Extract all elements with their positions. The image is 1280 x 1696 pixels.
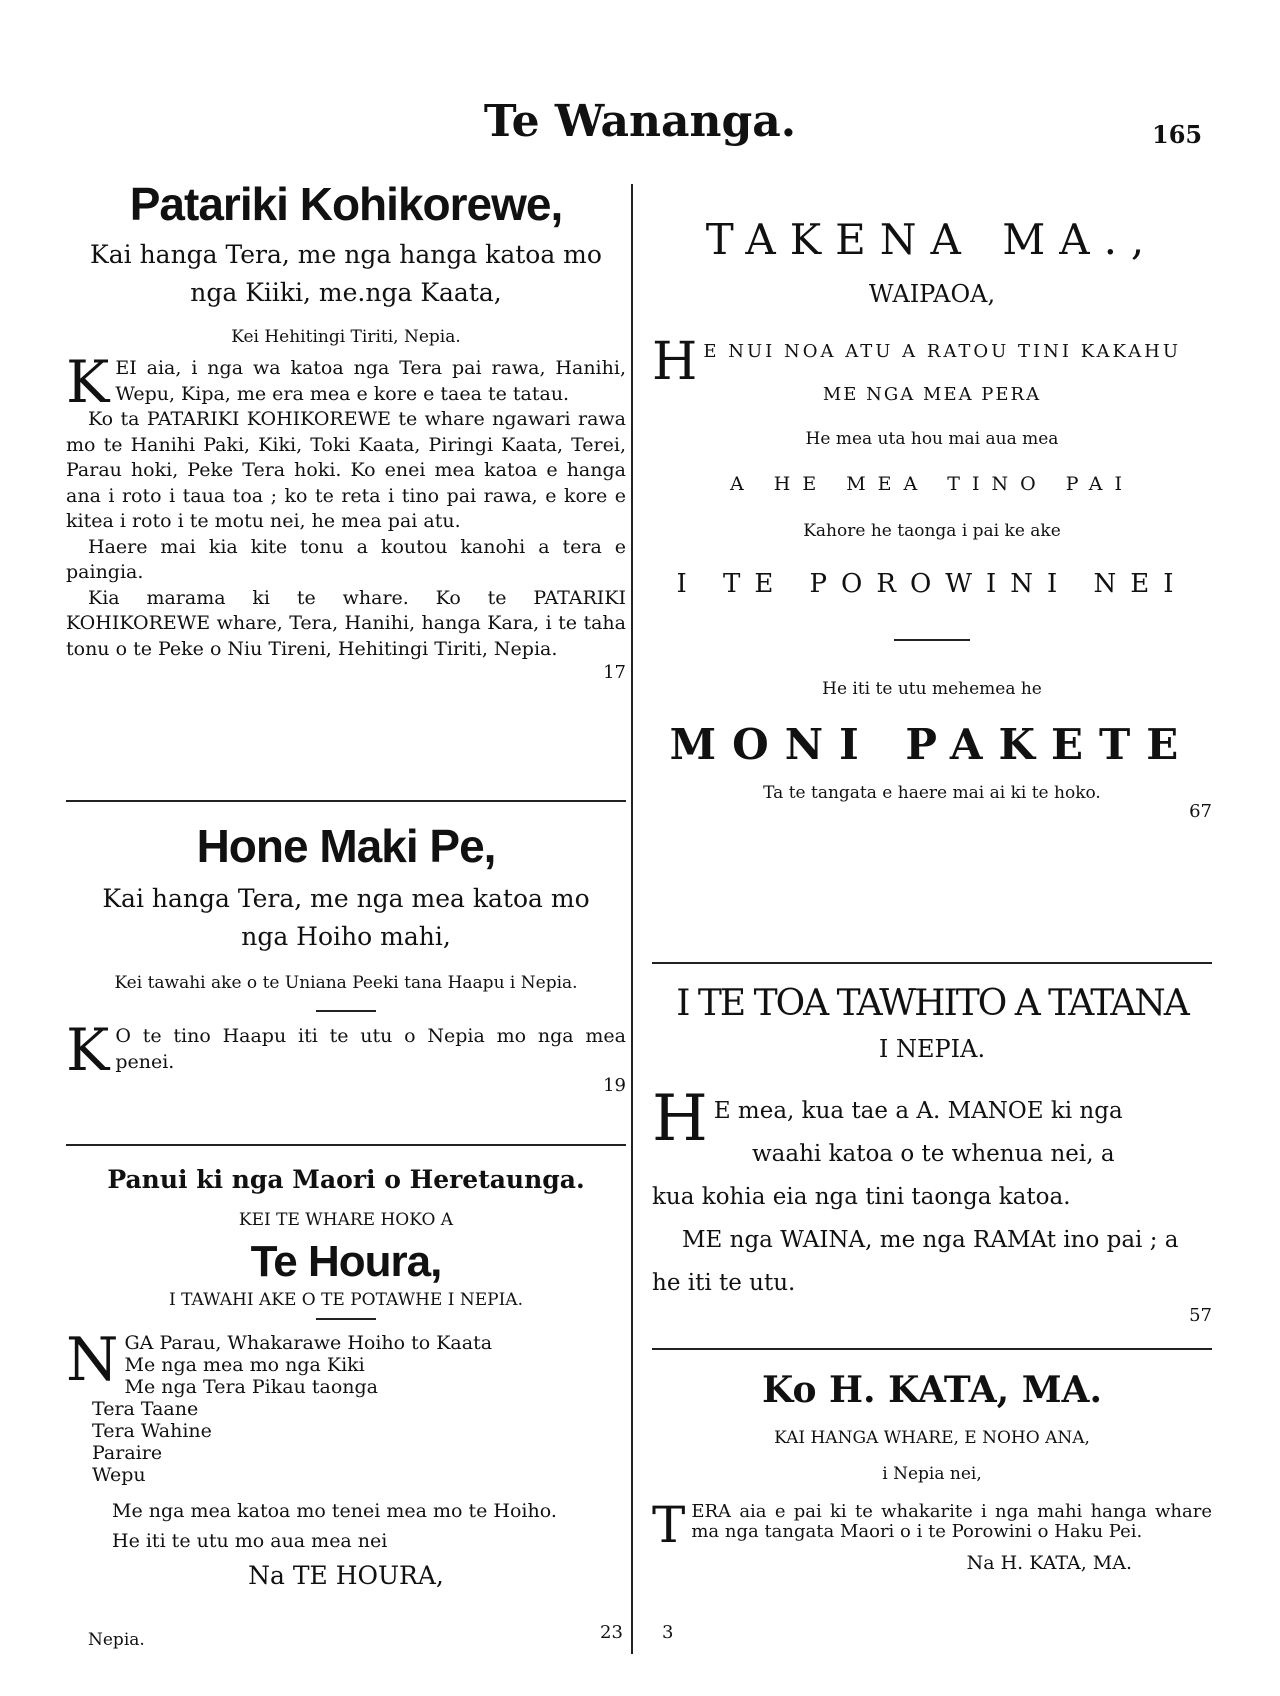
- advert-kata: [652, 1366, 1212, 1574]
- paragraph: EI aia, i nga wa katoa nga Tera pai rawa, Hanihi, Wepu, Kipa, me era mea e kore e taea te tatau.: [115, 357, 626, 405]
- list-item: Tera Wahine: [92, 1420, 212, 1442]
- advert-line: I TAWAHI AKE O TE POTAWHE I NEPIA.: [169, 1290, 523, 1310]
- paragraph-line: waahi katoa o te whenua nei, a: [752, 1141, 1115, 1167]
- advert-signature: Na TE HOURA,: [248, 1561, 444, 1590]
- advert-heading: Patariki Kohikorewe,: [129, 178, 563, 230]
- short-divider: [316, 1318, 376, 1320]
- advert-reference: 3: [662, 1622, 674, 1643]
- advert-place: Nepia.: [88, 1630, 145, 1650]
- advert-body: [66, 1016, 626, 1084]
- advert-line: Ta te tangata e haere mai ai ki te hoko.: [763, 783, 1101, 803]
- advert-line: Kahore he taonga i pai ke ake: [803, 521, 1061, 541]
- short-divider: [894, 639, 970, 641]
- advert-reference: 23: [600, 1622, 623, 1643]
- advert-line: I TE POROWINI NEI: [676, 569, 1188, 599]
- advert-heading: TAKENA MA.,: [705, 215, 1159, 264]
- paragraph: Haere mai kia kite tonu a koutou kanohi a tera e paingia.: [66, 535, 626, 583]
- advert-body: [652, 332, 1212, 392]
- advert-place: WAIPAOA,: [868, 280, 996, 308]
- advert-line: He iti te utu mehemea he: [822, 679, 1042, 699]
- paragraph-line: kua kohia eia nga tini taonga katoa.: [652, 1184, 1071, 1210]
- advert-line: KEI TE WHARE HOKO A: [238, 1210, 454, 1230]
- short-divider: [316, 1010, 376, 1012]
- advert-subheading: nga Hoiho mahi,: [241, 922, 451, 951]
- advert-body: [66, 348, 626, 416]
- advert-body: [652, 1496, 1212, 1554]
- paragraph: ME nga WAINA, me nga RAMAt ino pai ; a he iti te utu.: [652, 1227, 1179, 1296]
- page-title: Te Wananga.: [483, 96, 797, 147]
- drop-cap: N: [66, 1325, 119, 1395]
- advert-subheading: Kai hanga Tera, me nga mea katoa mo: [102, 884, 590, 913]
- advert-heading: Hone Maki Pe,: [196, 820, 496, 872]
- advert-line: A HE MEA TINO PAI: [729, 473, 1134, 495]
- advert-address: Kei Hehitingi Tiriti, Nepia.: [231, 327, 461, 347]
- advert-line: i Nepia nei,: [882, 1464, 982, 1484]
- divider: [66, 1144, 626, 1146]
- page-number: 165: [1152, 120, 1203, 149]
- advert-heading: Panui ki nga Maori o Heretaunga.: [107, 1165, 585, 1194]
- paragraph: Kia marama ki te whare. Ko te PATARIKI KOHIKOREWE whare, Tera, Hanihi, hanga Kara, i te taha tonu o te Peke o Niu Tireni, Hehitingi Tiriti, Nepia.: [66, 586, 626, 660]
- divider: [652, 1348, 1212, 1350]
- list-item: Paraire: [92, 1442, 163, 1464]
- advert-reference: 17: [603, 662, 626, 683]
- item-list: [66, 1325, 626, 1486]
- column-divider: [631, 184, 633, 1654]
- advert-tatana: [652, 980, 1212, 1326]
- paragraph: Me nga mea katoa mo tenei mea mo te Hoiho.: [112, 1500, 557, 1522]
- list-item: Tera Taane: [92, 1398, 199, 1420]
- advert-address: Kei tawahi ake o te Uniana Peeki tana Haapu i Nepia.: [114, 973, 578, 993]
- list-item: Me nga Tera Pikau taonga: [124, 1376, 379, 1398]
- paragraph: ERA aia e pai ki te whakarite i nga mahi hanga whare ma nga tangata Maori o i te Porowini o Haku Pei.: [691, 1501, 1212, 1542]
- paragraph: O te tino Haapu iti te utu o Nepia mo nga mea penei.: [115, 1025, 626, 1073]
- drop-cap: K: [66, 348, 110, 416]
- advert-reference: 67: [1189, 801, 1212, 822]
- drop-cap: H: [652, 332, 698, 392]
- list-item: GA Parau, Whakarawe Hoiho to Kaata: [124, 1332, 493, 1354]
- drop-cap: H: [652, 1082, 708, 1156]
- paragraph: Ko ta PATARIKI KOHIKOREWE te whare ngawari rawa mo te Hanihi Paki, Kiki, Toki Kaata, Piringi Kaata, Terei, Parau hoki, Peke Tera hoki. Ko enei mea katoa e hanga ana i roto i taua toa ; ko te reta i tino pai rawa, e kore e kitea i roto i te motu nei, he mea pai atu.: [66, 408, 626, 532]
- advert-heading: I TE TOA TAWHITO A TATANA: [676, 983, 1188, 1024]
- advert-line: ME NGA MEA PERA: [822, 384, 1042, 405]
- advert-takena: [652, 212, 1212, 822]
- list-item: Wepu: [92, 1464, 146, 1486]
- advert-reference: 19: [603, 1075, 626, 1096]
- advert-reference: 57: [1189, 1305, 1212, 1326]
- advert-body: [652, 1082, 1212, 1305]
- advert-subheading: nga Kiiki, me.nga Kaata,: [190, 278, 502, 307]
- divider: [652, 962, 1212, 964]
- advert-name: Te Houra,: [250, 1237, 442, 1286]
- divider: [66, 800, 626, 802]
- drop-cap: K: [66, 1016, 110, 1084]
- paragraph: He iti te utu mo aua mea nei: [112, 1530, 388, 1552]
- advert-place: I NEPIA.: [878, 1035, 986, 1063]
- advert-line: KAI HANGA WHARE, E NOHO ANA,: [774, 1428, 1090, 1448]
- paragraph-line: E mea, kua tae a A. MANOE ki nga: [713, 1098, 1123, 1124]
- advert-te-houra: [66, 1160, 626, 1596]
- drop-cap: T: [652, 1496, 686, 1554]
- advert-big-text: MONI PAKETE: [669, 720, 1195, 769]
- advert-heading: Ko H. KATA, MA.: [761, 1369, 1103, 1411]
- advert-patariki: [66, 176, 626, 683]
- advert-line: He mea uta hou mai aua mea: [805, 429, 1059, 449]
- list-item: Me nga mea mo nga Kiki: [124, 1354, 365, 1376]
- advert-line: E NUI NOA ATU A RATOU TINI KAKAHU: [703, 341, 1182, 362]
- advert-hone-maki: [66, 818, 626, 1096]
- advert-subheading: Kai hanga Tera, me nga hanga katoa mo: [90, 240, 602, 269]
- advert-signature: Na H. KATA, MA.: [966, 1552, 1132, 1574]
